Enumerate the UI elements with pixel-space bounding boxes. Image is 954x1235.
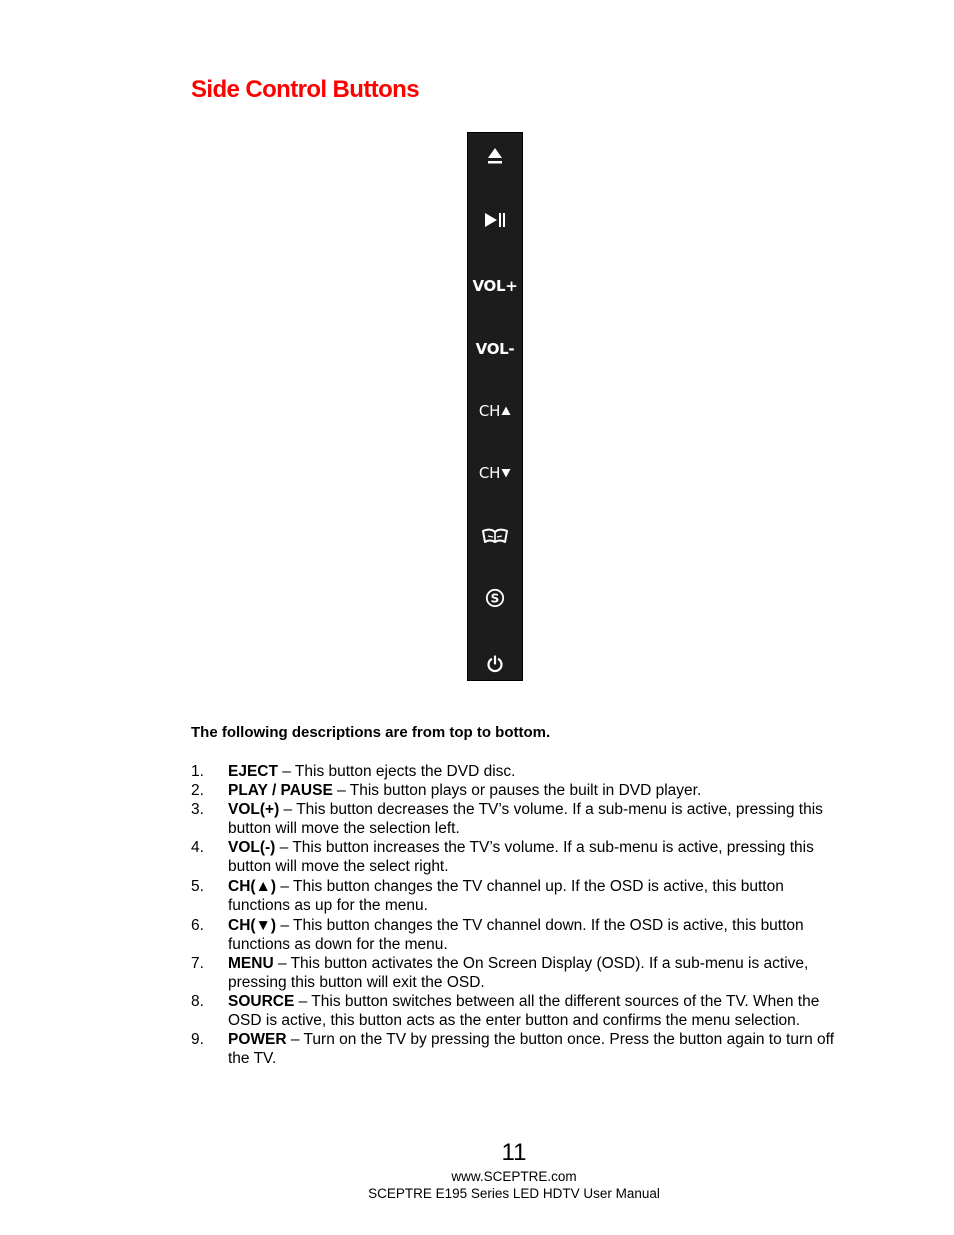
list-item [191,800,841,838]
menu-book-icon [482,528,508,544]
list-text: – This button changes the TV channel up. If the OSD is active, this button functions as up for the menu. [228,878,784,914]
footer-manual-title: SCEPTRE E195 Series LED HDTV User Manual [368,1186,660,1201]
list-text: – This button ejects the DVD disc. [277,763,516,780]
list-number: 9. [191,1031,204,1048]
list-item [191,916,841,954]
ch-up-label: CH [478,402,501,420]
intro-text: The following descriptions are from top to bottom. [191,724,551,741]
button-description-list [191,762,841,1068]
page-number: 11 [501,1139,527,1166]
vol-up-button [468,271,522,301]
power-icon [486,655,504,673]
source-button [468,583,522,613]
ch-up-button [468,396,522,426]
list-text: – This button decreases the TV’s volume. If a sub-menu is active, pressing this button will move the selection left. [228,801,823,837]
svg-text:S: S [490,591,500,606]
list-item [191,762,841,781]
list-text: – This button activates the On Screen Display (OSD). If a sub-menu is active, pressing this button will exit the OSD. [228,955,809,991]
list-text: – This button switches between all the different sources of the TV. When the OSD is active, this button acts as the enter button and confirms the menu selection. [228,993,820,1029]
vol-up-label: VOL+ [472,277,518,295]
triangle-down-icon [501,468,511,478]
play-pause-icon [484,212,506,228]
page-title: Side Control Buttons [191,76,419,103]
list-item [191,781,841,800]
ch-down-label: CH [478,464,501,482]
vol-down-button [468,334,522,364]
list-term: EJECT [228,763,278,780]
list-text: – This button changes the TV channel down. If the OSD is active, this button functions as down for the menu. [228,917,804,953]
source-icon [485,588,505,608]
list-text: – This button plays or pauses the built in DVD player. [332,782,702,799]
list-term: CH(▼) [228,917,277,934]
eject-button [468,141,522,171]
list-number: 5. [191,878,204,895]
menu-button [468,521,522,551]
list-term: POWER [228,1031,287,1048]
list-number: 4. [191,839,204,856]
list-term: PLAY / PAUSE [228,782,333,799]
list-term: SOURCE [228,993,295,1010]
list-text: – This button increases the TV’s volume. If a sub-menu is active, pressing this button will move the select right. [228,839,814,875]
list-term: CH(▲) [228,878,277,895]
list-number: 7. [191,955,204,972]
list-item [191,877,841,915]
list-number: 2. [191,782,204,799]
list-number: 8. [191,993,204,1010]
list-number: 3. [191,801,204,818]
power-button [468,649,522,679]
list-term: VOL(-) [228,839,276,856]
list-item [191,992,841,1030]
triangle-up-icon [501,406,511,416]
list-term: MENU [228,955,274,972]
list-term: VOL(+) [228,801,280,818]
list-number: 1. [191,763,204,780]
list-number: 6. [191,917,204,934]
list-item [191,1030,841,1068]
list-item [191,838,841,876]
list-text: – Turn on the TV by pressing the button once. Press the button again to turn off the TV. [228,1031,835,1067]
list-item [191,954,841,992]
side-control-panel [467,132,523,681]
footer-website: www.SCEPTRE.com [451,1169,577,1184]
vol-down-label: VOL- [475,340,515,358]
eject-icon [487,147,503,165]
ch-down-button [468,458,522,488]
play-pause-button [468,205,522,235]
